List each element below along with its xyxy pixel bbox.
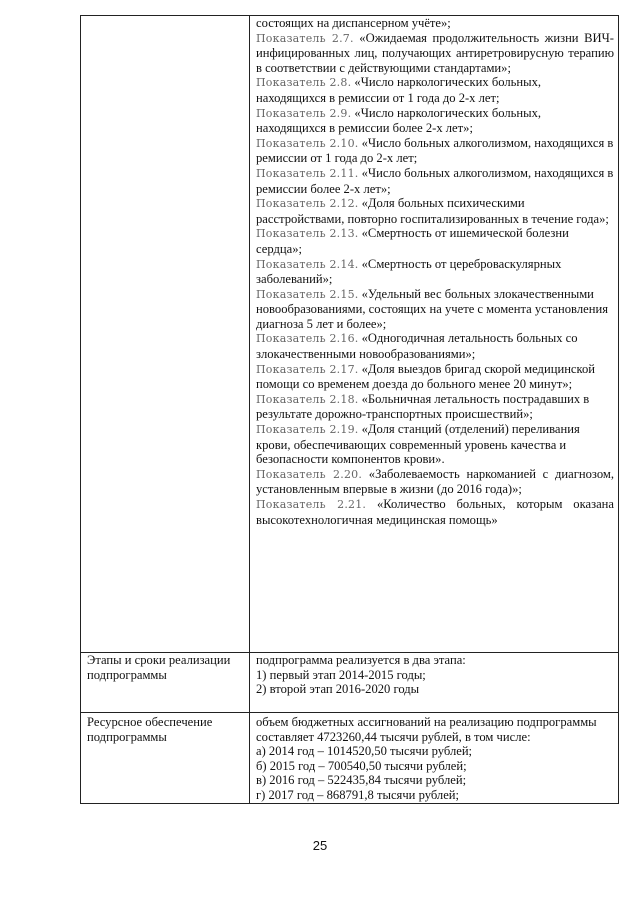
indicator-item <box>256 226 614 256</box>
stage-first: 1) первый этап 2014-2015 годы; <box>256 667 426 682</box>
indicator-label: Показатель 2.10. <box>256 136 359 150</box>
resources-value-cell <box>250 713 619 804</box>
indicator-text: «Число больных алкоголизмом, находящихся в ремиссии более 2-х лет»; <box>256 165 614 196</box>
indicator-item <box>256 257 614 287</box>
indicator-text: «Ожидаемая продолжительность жизни ВИЧ-инфицированных лиц, получающих антиретровирусную терапию в соответствии с действующими стандартами»; <box>256 30 614 75</box>
stages-value-cell <box>250 653 619 713</box>
stages-intro: подпрограмма реализуется в два этапа: <box>256 653 466 667</box>
stage-second: 2) второй этап 2016-2020 годы <box>256 682 420 697</box>
indicator-item <box>256 287 614 332</box>
indicators-row <box>81 16 619 653</box>
resources-label-cell: Ресурсное обеспечение подпрограммы <box>81 713 250 804</box>
indicator-text: «Удельный вес больных злокачественными новообразованиями, состоящих на учете с момента установления диагноза 5 лет и более»; <box>256 286 608 331</box>
indicators-cell <box>250 16 619 653</box>
indicator-item <box>256 75 614 105</box>
resources-row <box>81 713 619 804</box>
indicator-item <box>256 497 614 527</box>
indicator-label: Показатель 2.15. <box>256 287 359 301</box>
indicator-text: «Число наркологических больных, находящихся в ремиссии от 1 года до 2-х лет; <box>256 75 542 105</box>
indicator-label: Показатель 2.18. <box>256 392 359 406</box>
indicator-label: Показатель 2.21. <box>256 498 367 511</box>
resource-year: г) 2017 год – 868791,8 тысячи рублей; <box>256 787 460 802</box>
page-number: 25 <box>312 838 328 853</box>
indicator-item <box>256 392 614 422</box>
indicator-text: «Доля больных психическими расстройствами, повторно госпитализированных в течение года»; <box>256 196 609 226</box>
indicator-item <box>256 467 614 497</box>
indicator-label: Показатель 2.8. <box>256 76 352 90</box>
indicators-label-cell <box>81 16 250 653</box>
indicator-label: Показатель 2.13. <box>256 227 359 241</box>
indicator-text: «Смертность от ишемической болезни сердца»; <box>256 226 569 256</box>
indicator-item <box>256 422 614 467</box>
resource-year: а) 2014 год – 1014520,50 тысячи рублей; <box>256 744 473 759</box>
indicator-label: Показатель 2.19. <box>256 423 359 437</box>
indicator-text: «Число наркологических больных, находящихся в ремиссии более 2-х лет»; <box>256 105 542 136</box>
indicator-item <box>256 196 614 226</box>
indicator-item <box>256 106 614 136</box>
stages-label-cell: Этапы и сроки реализации подпрограммы <box>81 653 250 713</box>
indicator-label: Показатель 2.17. <box>256 362 359 376</box>
subprogram-passport-table <box>80 15 619 804</box>
resources-intro: объем бюджетных ассигнований на реализацию подпрограммы составляет 4723260,44 тысячи рублей, в том числе: <box>256 715 597 744</box>
indicator-text: «Одногодичная летальность больных со злокачественными новообразованиями»; <box>256 331 578 362</box>
indicator-text: «Доля станций (отделений) переливания крови, обеспечивающих современный уровень качества и безопасности компонентов крови». <box>256 422 580 467</box>
resource-year: в) 2016 год – 522435,84 тысячи рублей; <box>256 773 467 788</box>
indicator-label: Показатель 2.11. <box>256 166 359 180</box>
indicator-text: «Количество больных, которым оказана высокотехнологичная медицинская помощь» <box>256 497 614 527</box>
indicator-item <box>256 166 614 196</box>
indicator-label: Показатель 2.20. <box>256 467 363 481</box>
indicator-item <box>256 362 614 392</box>
indicator-text: «Доля выездов бригад скорой медицинской помощи со временем доезда до больного менее 20 минут»; <box>256 361 596 392</box>
indicator-text: «Смертность от цереброваскулярных заболеваний»; <box>256 256 562 287</box>
indicator-continuation: состоящих на диспансерном учёте»; <box>256 16 451 30</box>
resource-year: б) 2015 год – 700540,50 тысячи рублей; <box>256 758 467 773</box>
indicator-label: Показатель 2.9. <box>256 106 352 120</box>
indicator-label: Показатель 2.16. <box>256 332 359 346</box>
indicator-item <box>256 331 614 361</box>
indicator-text: «Число больных алкоголизмом, находящихся в ремиссии от 1 года до 2-х лет; <box>256 135 614 166</box>
indicator-item <box>256 136 614 166</box>
indicator-label: Показатель 2.14. <box>256 257 359 271</box>
indicator-item <box>256 31 614 76</box>
stages-row <box>81 653 619 713</box>
indicator-label: Показатель 2.7. <box>256 31 354 45</box>
indicator-label: Показатель 2.12. <box>256 197 359 211</box>
indicator-text: «Заболеваемость наркоманией с диагнозом, установленным впервые в жизни (до 2016 года)»; <box>256 466 614 497</box>
indicator-text: «Больничная летальность пострадавших в результате дорожно-транспортных происшествий»; <box>256 391 590 422</box>
